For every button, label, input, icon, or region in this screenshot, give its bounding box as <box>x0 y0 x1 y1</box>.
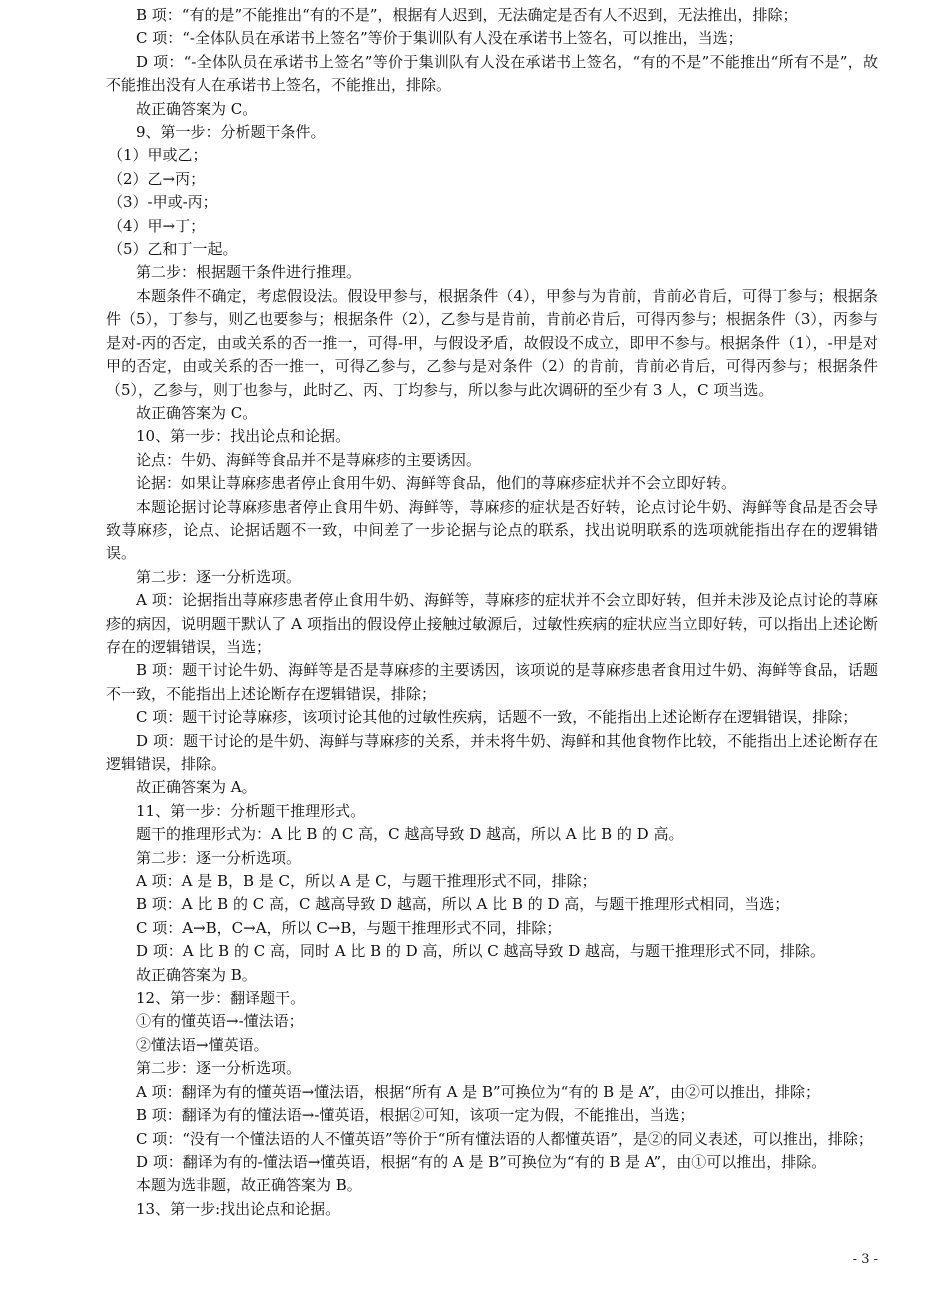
answer-10: 故正确答案为 A。 <box>136 778 257 797</box>
q11-option-b: B 项：A 比 B 的 C 高，C 越高导致 D 越高，所以 A 比 B 的 D 高，与题干推理形式相同，当选； <box>136 895 790 914</box>
q9-step2: 第二步：根据题干条件进行推理。 <box>136 263 362 282</box>
q12-option-c: C 项：“没有一个懂法语的人不懂英语”等价于“所有懂法语的人都懂英语”，是②的同义表述，可以推出，排除； <box>136 1129 873 1148</box>
q12-option-d: D 项：翻译为有的-懂法语→懂英语，根据“有的 A 是 B”可换位为“有的 B 是 A”，由①可以推出，排除。 <box>136 1152 827 1171</box>
option-c-analysis: C 项：“-全体队员在承诺书上签名”等价于集训队有人没在承诺书上签名，可以推出，当选； <box>136 29 743 48</box>
q10-option-c: C 项：题干讨论荨麻疹，该项讨论其他的过敏性疾病，话题不一致，不能指出上述论断存在逻辑错误，排除； <box>136 708 858 727</box>
answer-9: 故正确答案为 C。 <box>136 403 258 422</box>
q10-claim: 论点：牛奶、海鲜等食品并不是荨麻疹的主要诱因。 <box>136 450 482 469</box>
q10-option-a: A 项：论据指出荨麻疹患者停止食用牛奶、海鲜等，荨麻疹的症状并不会立即好转，但并未涉及论点讨论的荨麻疹的病因，说明题干默认了 A 项指出的假设停止接触过敏源后，过敏性疾病的症状应当立即好转，可以指出上述论断存在的逻辑错误，当选； <box>106 591 878 656</box>
q12-translation-2: ②懂法语→懂英语。 <box>136 1035 269 1054</box>
q11-option-a: A 项：A 是 B，B 是 C，所以 A 是 C，与题干推理形式不同，排除； <box>136 872 597 891</box>
option-d-analysis: D 项：“-全体队员在承诺书上签名”等价于集训队有人没在承诺书上签名，“有的不是”不能推出“所有不是”，故不能推出没有人在承诺书上签名，不能推出，排除。 <box>106 52 878 95</box>
q9-condition-2: （2）乙→丙； <box>108 169 206 188</box>
q12-translation-1: ①有的懂英语→-懂法语； <box>136 1012 304 1031</box>
q10-step2: 第二步：逐一分析选项。 <box>136 567 302 586</box>
q11-step1: 11、第一步：分析题干推理形式。 <box>136 801 366 820</box>
q12-step2: 第二步：逐一分析选项。 <box>136 1059 302 1078</box>
option-b-analysis: B 项：“有的是”不能推出“有的不是”，根据有人迟到，无法确定是否有人不迟到，无法推出，排除； <box>136 6 798 24</box>
q13-step1: 13、第一步:找出论点和论据。 <box>136 1199 341 1218</box>
q9-condition-4: （4）甲→丁； <box>108 216 206 235</box>
q10-option-b: B 项：题干讨论牛奶、海鲜等是否是荨麻疹的主要诱因，该项说的是荨麻疹患者食用过牛奶、海鲜等食品，话题不一致，不能指出上述论断存在逻辑错误，排除； <box>106 661 878 703</box>
q10-option-d: D 项：题干讨论的是牛奶、海鲜与荨麻疹的关系，并未将牛奶、海鲜和其他食物作比较，不能指出上述论断存在逻辑错误，排除。 <box>106 731 878 773</box>
q9-condition-5: （5）乙和丁一起。 <box>108 240 238 259</box>
answer-12: 本题为选非题，故正确答案为 B。 <box>136 1176 362 1195</box>
q12-step1: 12、第一步：翻译题干。 <box>136 989 306 1008</box>
q10-reasoning: 本题论据讨论荨麻疹患者停止食用牛奶、海鲜等，荨麻疹的症状是否好转，论点讨论牛奶、海鲜等食品是否会导致荨麻疹，论点、论据话题不一致，中间差了一步论据与论点的联系，找出说明联系的选项就能指出存在的逻辑错误。 <box>106 497 878 563</box>
q9-reasoning: 本题条件不确定，考虑假设法。假设甲参与，根据条件（4），甲参与为肯前，肯前必肯后，可得丁参与；根据条件（5），丁参与，则乙也要参与；根据条件（2），乙参与是肯前，肯前必肯后，可得丙参与；根据条件（3），丙参与是对-丙的否定，由或关系的否一推一，可得-甲，与假设矛盾，故假设不成立，即甲不参与。根据条件（1），-甲是对甲的否定，由或关系的否一推一，可得乙参与，乙参与是对条件（2）的肯前，肯前必肯后，可得丙参与；根据条件（5），乙参与，则丁也参与，此时乙、丙、丁均参与，所以参与此次调研的至少有 3 人，C 项当选。 <box>106 286 878 399</box>
q9-condition-3: （3）-甲或-丙； <box>108 193 218 212</box>
q9-step1: 9、第一步：分析题干条件。 <box>136 123 326 142</box>
q10-evidence: 论据：如果让荨麻疹患者停止食用牛奶、海鲜等食品，他们的荨麻疹症状并不会立即好转。 <box>136 474 737 493</box>
q11-step2: 第二步：逐一分析选项。 <box>136 848 302 867</box>
q11-form: 题干的推理形式为：A 比 B 的 C 高，C 越高导致 D 越高，所以 A 比 B 的 D 高。 <box>136 825 684 844</box>
q12-option-a: A 项：翻译为有的懂英语→懂法语，根据“所有 A 是 B”可换位为“有的 B 是 A”，由②可以推出，排除； <box>136 1082 820 1101</box>
q12-option-b: B 项：翻译为有的懂法语→-懂英语，根据②可知，该项一定为假，不能推出，当选； <box>136 1106 695 1125</box>
q11-option-d: D 项：A 比 B 的 C 高，同时 A 比 B 的 D 高，所以 C 越高导致 D 越高，与题干推理形式不同，排除。 <box>136 942 826 961</box>
solution-document <box>106 4 878 1221</box>
q10-step1: 10、第一步：找出论点和论据。 <box>136 427 351 446</box>
q9-condition-1: （1）甲或乙； <box>108 146 208 165</box>
page-number: - 3 - <box>852 1252 878 1267</box>
answer-8: 故正确答案为 C。 <box>136 99 258 118</box>
answer-11: 故正确答案为 B。 <box>136 965 257 984</box>
q11-option-c: C 项：A→B，C→A，所以 C→B，与题干推理形式不同，排除； <box>136 918 562 937</box>
